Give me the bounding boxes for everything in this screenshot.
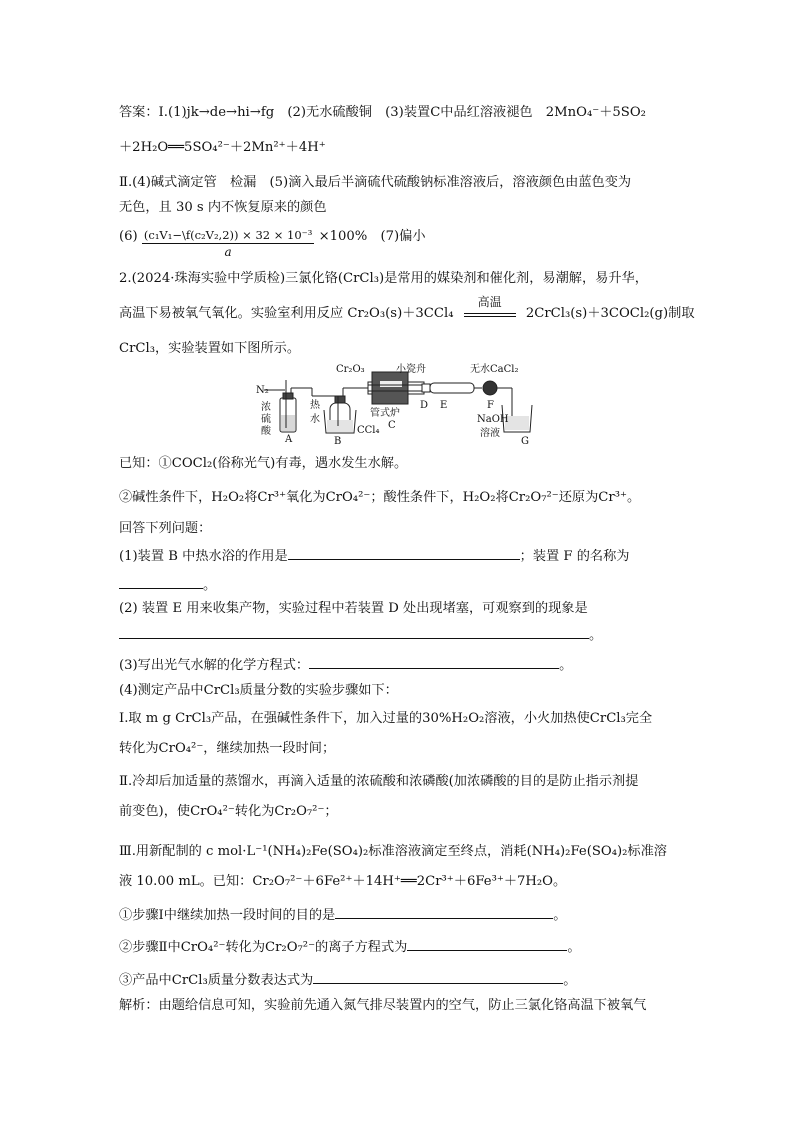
q1-end: 。: [203, 578, 217, 593]
problem-line-1: 2.(2024·珠海实验中学质检)三氯化铬(CrCl₃)是常用的媒染剂和催化剂，易潮解，易升华，: [119, 271, 648, 286]
bottle-a-acid: [281, 415, 295, 431]
known-line-1: 已知：①COCl₂(俗称光气)有毒，遇水发生水解。: [119, 456, 408, 471]
collection-tube-e: [430, 383, 474, 393]
q1-blank-2[interactable]: [119, 575, 203, 589]
step-2-line-2: 前变色)，使CrO₄²⁻转化为Cr₂O₇²⁻；: [119, 804, 338, 819]
step-2-line-1: Ⅱ.冷却后加适量的蒸馏水，再滴入适量的浓硫酸和浓磷酸(加浓磷酸的目的是防止指示剂提: [119, 774, 639, 789]
sub3-end: 。: [563, 973, 577, 988]
problem-line-2: [119, 295, 695, 323]
label-furnace: 管式炉: [370, 408, 400, 419]
apparatus-diagram: [250, 360, 550, 445]
label-cr2o3: Cr₂O₃: [336, 364, 365, 375]
step-3-line-1: Ⅲ.用新配制的 c mol·L⁻¹(NH₄)₂Fe(SO₄)₂标准溶液滴定至终点，消耗(NH₄)₂Fe(SO₄)₂标准溶: [119, 844, 667, 859]
sub-question-3: [119, 970, 576, 990]
sub1-end: 。: [553, 908, 567, 923]
answer-line-1: 答案：Ⅰ.(1)jk→de→hi→fg (2)无水硫酸铜 (3)装置C中品红溶液褪色 2MnO₄⁻＋5SO₂: [119, 105, 646, 120]
answer-line-3: Ⅱ.(4)碱式滴定管 检漏 (5)滴入最后半滴硫代硫酸钠标准溶液后，溶液颜色由蓝色变为: [119, 175, 632, 190]
answer-6-prefix: (6): [119, 229, 138, 244]
question-3: [119, 655, 572, 675]
answer-line-2: ＋2H₂O══5SO₄²⁻＋2Mn²⁺＋4H⁺: [119, 140, 326, 155]
drying-bulb-f: [483, 381, 497, 395]
label-hot-1: 热: [310, 400, 320, 411]
sub1-text: ①步骤Ⅰ中继续加热一段时间的目的是: [119, 908, 336, 923]
question-2-cont: [119, 625, 602, 645]
label-g: G: [521, 436, 529, 445]
porcelain-boat: [380, 381, 402, 387]
hot-water: [327, 420, 353, 432]
step-3-line-2: 液 10.00 mL。已知：Cr₂O₇²⁻＋6Fe²⁺＋14H⁺══2Cr³⁺＋6Fe³⁺＋7H₂O。: [119, 874, 567, 889]
problem-line-2a: 高温下易被氧气氧化。实验室利用反应 Cr₂O₃(s)＋3CCl₄: [119, 306, 454, 321]
label-solution: 溶液: [480, 428, 500, 439]
sub2-blank[interactable]: [407, 937, 567, 951]
label-boat: 小瓷舟: [396, 364, 426, 375]
sub1-blank[interactable]: [335, 905, 553, 919]
label-f: F: [487, 400, 494, 411]
reaction-condition: 高温: [477, 295, 502, 309]
q3-text: (3)写出光气水解的化学方程式：: [119, 658, 310, 673]
label-cacl2: 无水CaCl₂: [470, 364, 519, 375]
answer-line-5: [119, 228, 426, 260]
label-acid-1: 浓: [261, 402, 271, 413]
sub-question-2: [119, 937, 581, 957]
label-ccl4: CCl₄: [357, 425, 380, 436]
label-e: E: [440, 400, 448, 411]
q1-text-a: (1)装置 B 中热水浴的作用是: [119, 549, 288, 564]
bottle-a-stopper: [283, 393, 293, 399]
equal-arrow: [464, 313, 516, 317]
answer-line-4: 无色，且 30 s 内不恢复原来的颜色: [119, 200, 327, 215]
q1-blank-1[interactable]: [288, 546, 520, 560]
step-1-line-2: 转化为CrO₄²⁻，继续加热一段时间；: [119, 741, 336, 756]
label-b: B: [334, 436, 342, 445]
label-acid-2: 硫: [261, 414, 271, 425]
sub2-text: ②步骤Ⅱ中CrO₄²⁻转化为Cr₂O₇²⁻的离子方程式为: [119, 940, 408, 955]
problem-line-3: CrCl₃，实验装置如下图所示。: [119, 341, 301, 356]
q3-blank[interactable]: [309, 655, 559, 669]
label-naoh: NaOH: [477, 414, 509, 425]
question-1: [119, 546, 630, 566]
fraction: [142, 228, 314, 260]
label-hot-2: 水: [310, 414, 320, 425]
label-c: C: [388, 420, 396, 431]
q2-blank[interactable]: [119, 625, 589, 639]
q1-text-b: ；装置 F 的名称为: [519, 549, 630, 564]
sub3-blank[interactable]: [313, 970, 563, 984]
step-1-line-1: Ⅰ.取 m g CrCl₃产品，在强碱性条件下，加入过量的30%H₂O₂溶液，小火加热使CrCl₃完全: [119, 711, 653, 726]
fraction-numerator: (c₁V₁−\f(c₂V₂,2)) × 32 × 10⁻³: [143, 228, 313, 242]
label-acid-3: 酸: [261, 426, 271, 437]
sub-question-1: [119, 905, 566, 925]
flask-b-stopper: [335, 396, 345, 403]
answer-6-suffix: ×100% (7)偏小: [318, 229, 426, 244]
question-1-cont: [119, 575, 216, 595]
reaction-arrow: [464, 295, 516, 317]
q2-end: 。: [589, 628, 603, 643]
analysis-line: 解析：由题给信息可知，实验前先通入氮气排尽装置内的空气，防止三氯化铬高温下被氧气: [119, 998, 647, 1013]
tube-furnace: [372, 372, 408, 404]
q3-end: 。: [559, 658, 573, 673]
question-2: (2) 装置 E 用来收集产物，实验过程中若装置 D 处出现堵塞，可观察到的现象是: [119, 601, 588, 616]
question-4: (4)测定产品中CrCl₃质量分数的实验步骤如下：: [119, 683, 398, 698]
label-n2: N₂: [256, 385, 269, 396]
fraction-denominator: a: [224, 245, 232, 259]
label-d: D: [420, 400, 429, 411]
sub3-text: ③产品中CrCl₃质量分数表达式为: [119, 973, 314, 988]
label-a: A: [285, 434, 293, 445]
problem-line-2b: 2CrCl₃(s)＋3COCl₂(g)制取: [525, 306, 695, 321]
sub2-end: 。: [567, 940, 581, 955]
known-line-2: ②碱性条件下，H₂O₂将Cr³⁺氧化为CrO₄²⁻；酸性条件下，H₂O₂将Cr₂O₇²⁻还原为Cr³⁺。: [119, 490, 641, 505]
questions-intro: 回答下列问题：: [119, 521, 212, 536]
